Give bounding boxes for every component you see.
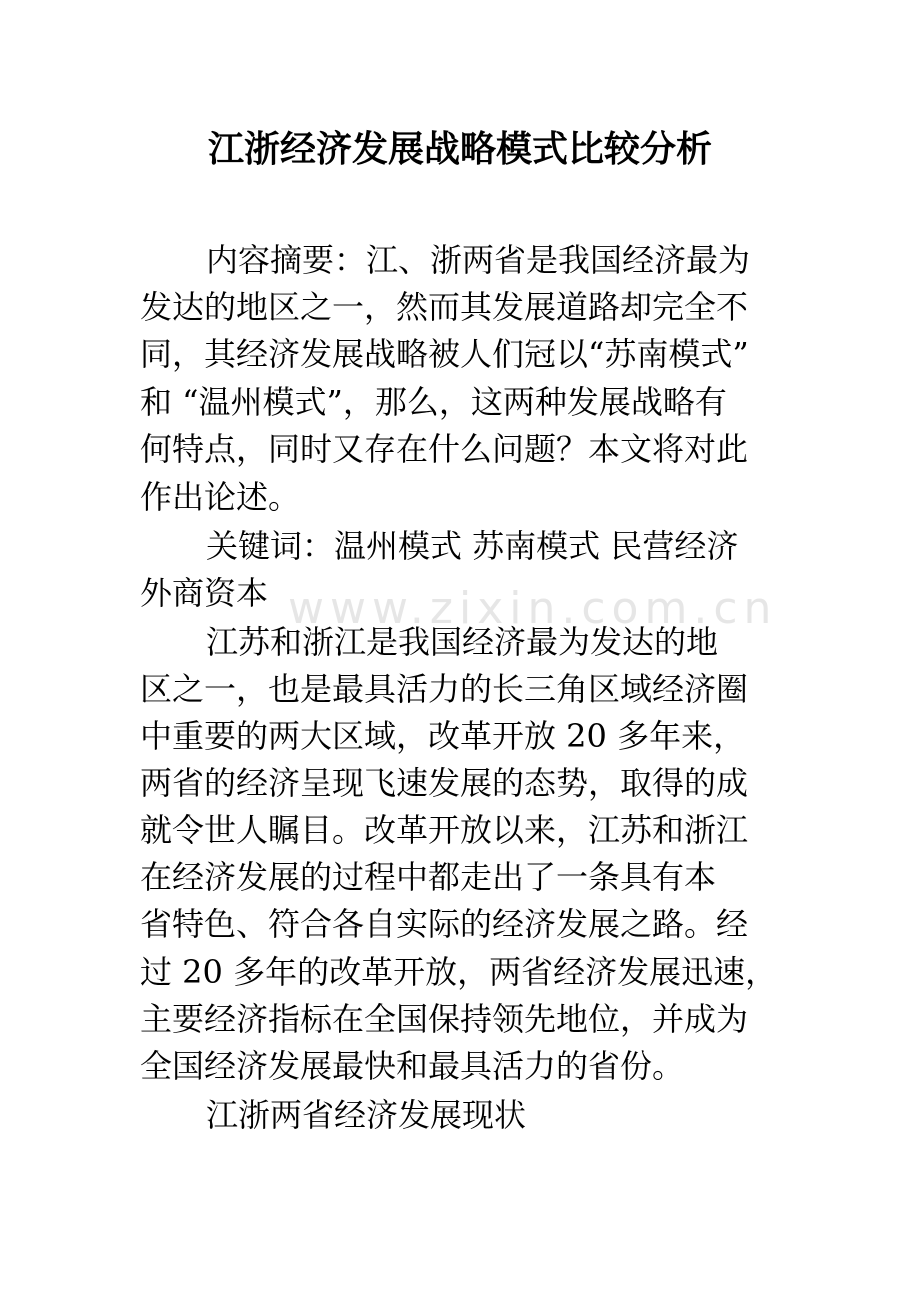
body-line: 两省的经济呈现飞速发展的态势，取得的成 [140, 764, 749, 802]
abstract-line: 和 “温州模式”，那么，这两种发展战略有 [140, 383, 727, 421]
body-line: 区之一，也是最具活力的长三角区域经济圈 [140, 670, 749, 708]
body-line: 就令世人瞩目。改革开放以来，江苏和浙江 [140, 811, 749, 849]
document-title: 江浙经济发展战略模式比较分析 [207, 128, 712, 170]
body-line: 主要经济指标在全国保持领先地位，并成为 [140, 1000, 749, 1038]
body-line: 省特色、符合各自实际的经济发展之路。经 [140, 905, 749, 943]
body-line: 江苏和浙江是我国经济最为发达的地 [206, 623, 719, 661]
keywords-line: 关键词：温州模式 苏南模式 民营经济 [206, 527, 739, 565]
keywords-line: 外商资本 [140, 574, 269, 612]
watermark: www.zixin.com.cn [288, 583, 778, 634]
abstract-line: 同，其经济发展战略被人们冠以“苏南模式” [140, 335, 749, 373]
section-heading: 江浙两省经济发展现状 [206, 1096, 527, 1134]
body-line: 中重要的两大区域，改革开放 20 多年来， [140, 717, 746, 755]
abstract-line: 作出论述。 [140, 478, 301, 516]
abstract-line: 发达的地区之一，然而其发展道路却完全不 [140, 288, 749, 326]
body-line: 过 20 多年的改革开放，两省经济发展迅速， [140, 953, 778, 991]
abstract-line: 何特点，同时又存在什么问题？本文将对此 [140, 430, 749, 468]
body-line: 在经济发展的过程中都走出了一条具有本 [140, 858, 717, 896]
body-line: 全国经济发展最快和最具活力的省份。 [140, 1047, 685, 1085]
abstract-line: 内容摘要：江、浙两省是我国经济最为 [206, 241, 751, 279]
